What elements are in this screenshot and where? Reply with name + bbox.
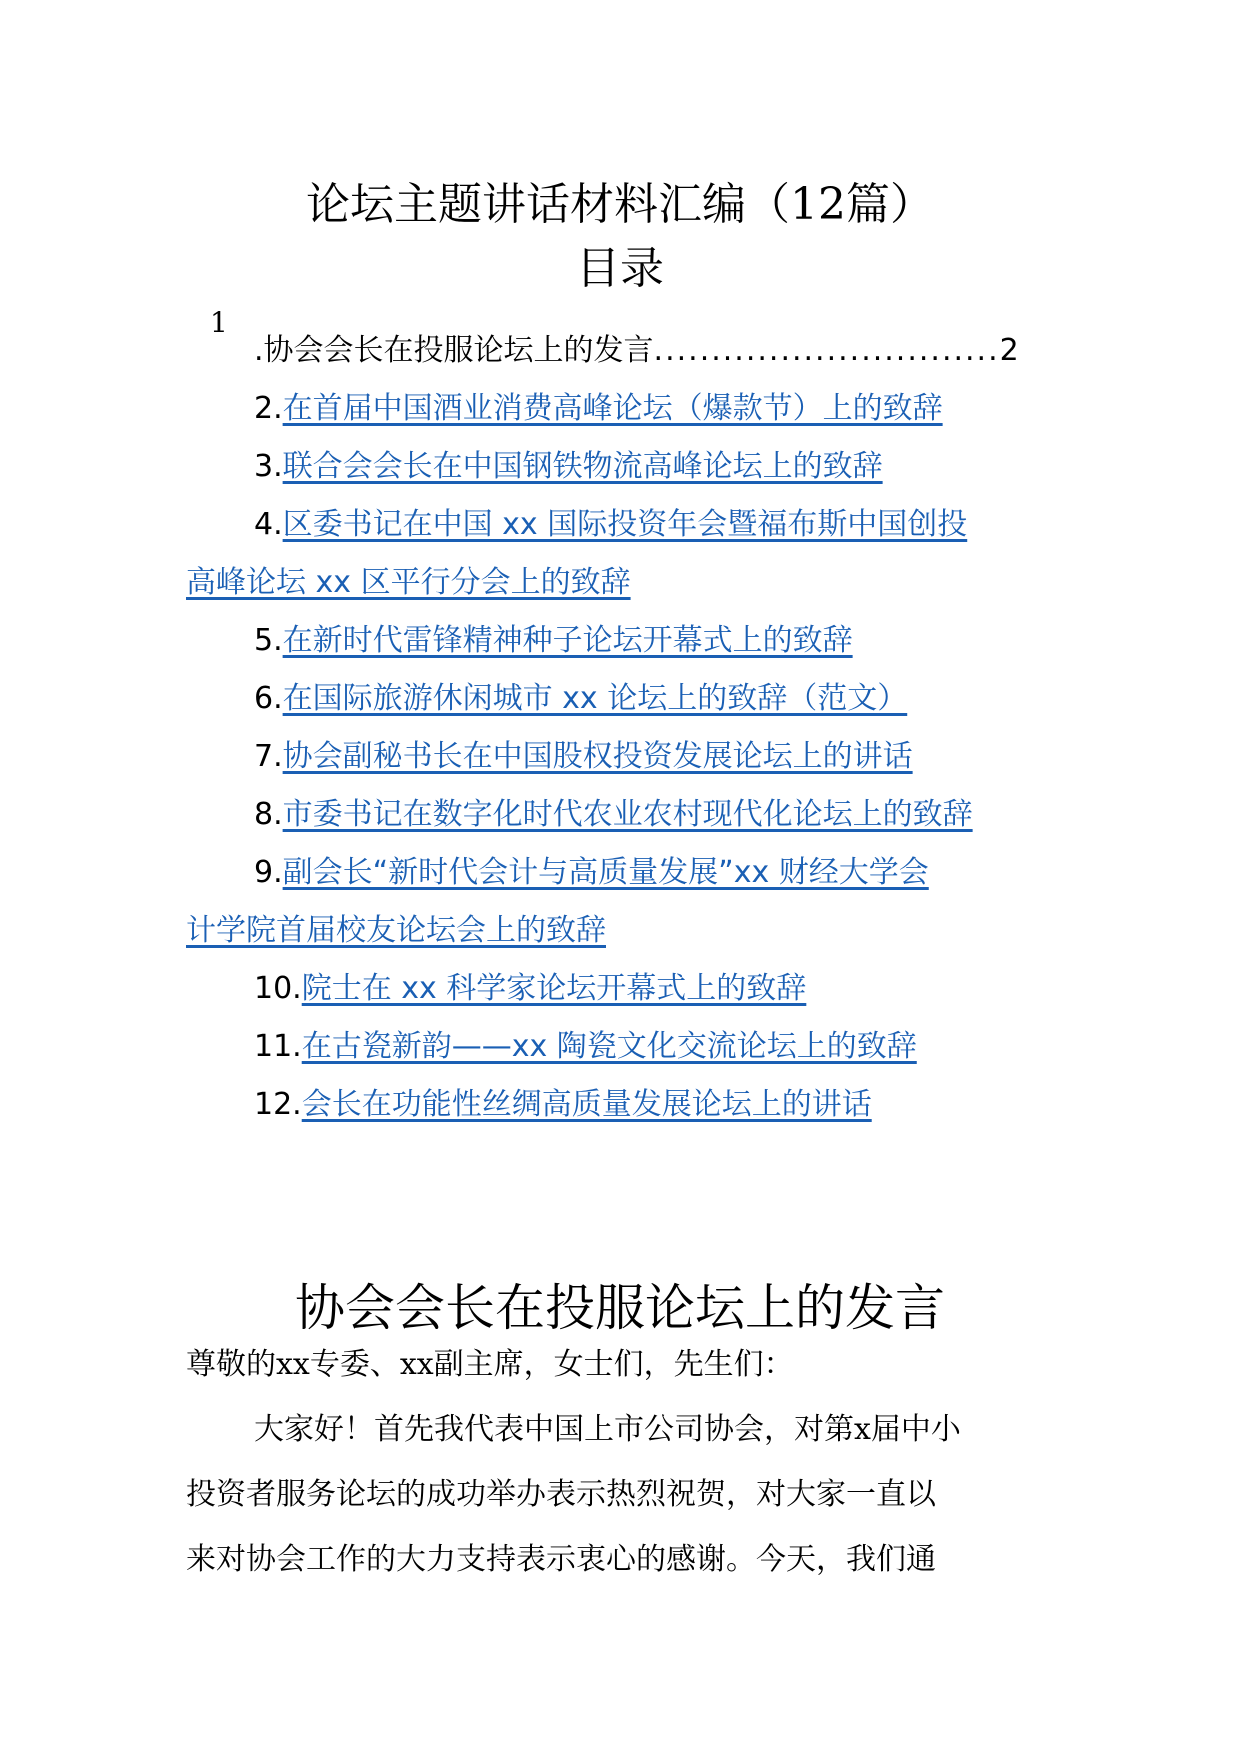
toc-link[interactable]: 协会副秘书长在中国股权投资发展论坛上的讲话: [282, 739, 913, 774]
toc-link[interactable]: 在国际旅游休闲城市 xx 论坛上的致辞（范文）: [282, 681, 908, 716]
toc-link[interactable]: 联合会会长在中国钢铁物流高峰论坛上的致辞: [282, 449, 883, 484]
toc-item-number: 5.: [254, 623, 283, 658]
toc-item-number: 3.: [254, 449, 283, 484]
toc-link[interactable]: 在新时代雷锋精神种子论坛开幕式上的致辞: [282, 623, 853, 658]
greeting-line: [186, 1332, 1058, 1397]
toc-item-10: [186, 956, 1058, 1021]
toc-item-1[interactable]: [186, 318, 1058, 383]
toc-link[interactable]: 高峰论坛 xx 区平行分会上的致辞: [186, 565, 631, 600]
toc-item-number: 12.: [254, 1087, 302, 1122]
document-title: [0, 168, 1240, 232]
paragraph-line-3: 来对协会工作的大力支持表示衷心的感谢。今天，我们通: [186, 1542, 936, 1577]
toc-item-number: 11.: [254, 1029, 302, 1064]
toc-link[interactable]: 副会长“新时代会计与高质量发展”xx 财经大学会: [282, 855, 929, 890]
title-suffix: 篇）: [846, 179, 934, 230]
toc-item-6: [186, 666, 1058, 731]
toc-link[interactable]: 在首届中国酒业消费高峰论坛（爆款节）上的致辞: [282, 391, 943, 426]
title-number: 12: [790, 179, 846, 230]
toc-item-3: [186, 434, 1058, 499]
toc-item-number: 4.: [254, 507, 283, 542]
toc-link[interactable]: 会长在功能性丝绸高质量发展论坛上的讲话: [301, 1087, 872, 1122]
toc-item-9-cont: [186, 898, 1058, 963]
greeting-text: 副主席，女士们，先生们：: [433, 1347, 794, 1382]
toc-link[interactable]: 市委书记在数字化时代农业农村现代化论坛上的致辞: [282, 797, 973, 832]
toc-item-9: [186, 840, 1058, 905]
toc-item-2: [186, 376, 1058, 441]
paragraph-line-1: [186, 1397, 1058, 1462]
toc-page-number: 2: [999, 333, 1019, 368]
paragraph-text: 届中小: [870, 1412, 961, 1447]
toc-item-label: .协会会长在投服论坛上的发言: [254, 333, 654, 368]
toc-heading: 目录: [576, 243, 664, 294]
toc-item-4: [186, 492, 1058, 557]
toc-item-number: 2.: [254, 391, 283, 426]
toc-link[interactable]: 在古瓷新韵——xx 陶瓷文化交流论坛上的致辞: [301, 1029, 917, 1064]
toc-item-8: [186, 782, 1058, 847]
paragraph-placeholder: x: [854, 1412, 871, 1447]
greeting-placeholder: xx: [399, 1347, 434, 1382]
toc-item-11: [186, 1014, 1058, 1079]
greeting-text: 尊敬的: [186, 1347, 276, 1382]
paragraph-text: 大家好！首先我代表中国上市公司协会，对第: [254, 1412, 854, 1447]
toc-item-4-cont: [186, 550, 1058, 615]
toc-item-7: [186, 724, 1058, 789]
toc-item-number: 7.: [254, 739, 283, 774]
toc-item-12: [186, 1072, 1058, 1137]
page-marker: 1: [210, 306, 228, 339]
toc-item-5: [186, 608, 1058, 673]
greeting-text: 专委、: [309, 1347, 400, 1382]
toc-item-number: 6.: [254, 681, 283, 716]
title-prefix: 论坛主题讲话材料汇编（: [306, 179, 790, 230]
toc-item-number: 8.: [254, 797, 283, 832]
toc-leader-dots: ..............................: [653, 333, 1000, 368]
toc-item-number: 9.: [254, 855, 283, 890]
toc-item-number: 10.: [254, 971, 302, 1006]
toc-link[interactable]: 计学院首届校友论坛会上的致辞: [186, 913, 606, 948]
paragraph-line-2: 投资者服务论坛的成功举办表示热烈祝贺，对大家一直以: [186, 1477, 936, 1512]
greeting-placeholder: xx: [276, 1347, 310, 1382]
toc-link[interactable]: 区委书记在中国 xx 国际投资年会暨福布斯中国创投: [282, 507, 968, 542]
section-title: 协会会长在投服论坛上的发言: [295, 1279, 945, 1337]
toc-link[interactable]: 院士在 xx 科学家论坛开幕式上的致辞: [301, 971, 807, 1006]
